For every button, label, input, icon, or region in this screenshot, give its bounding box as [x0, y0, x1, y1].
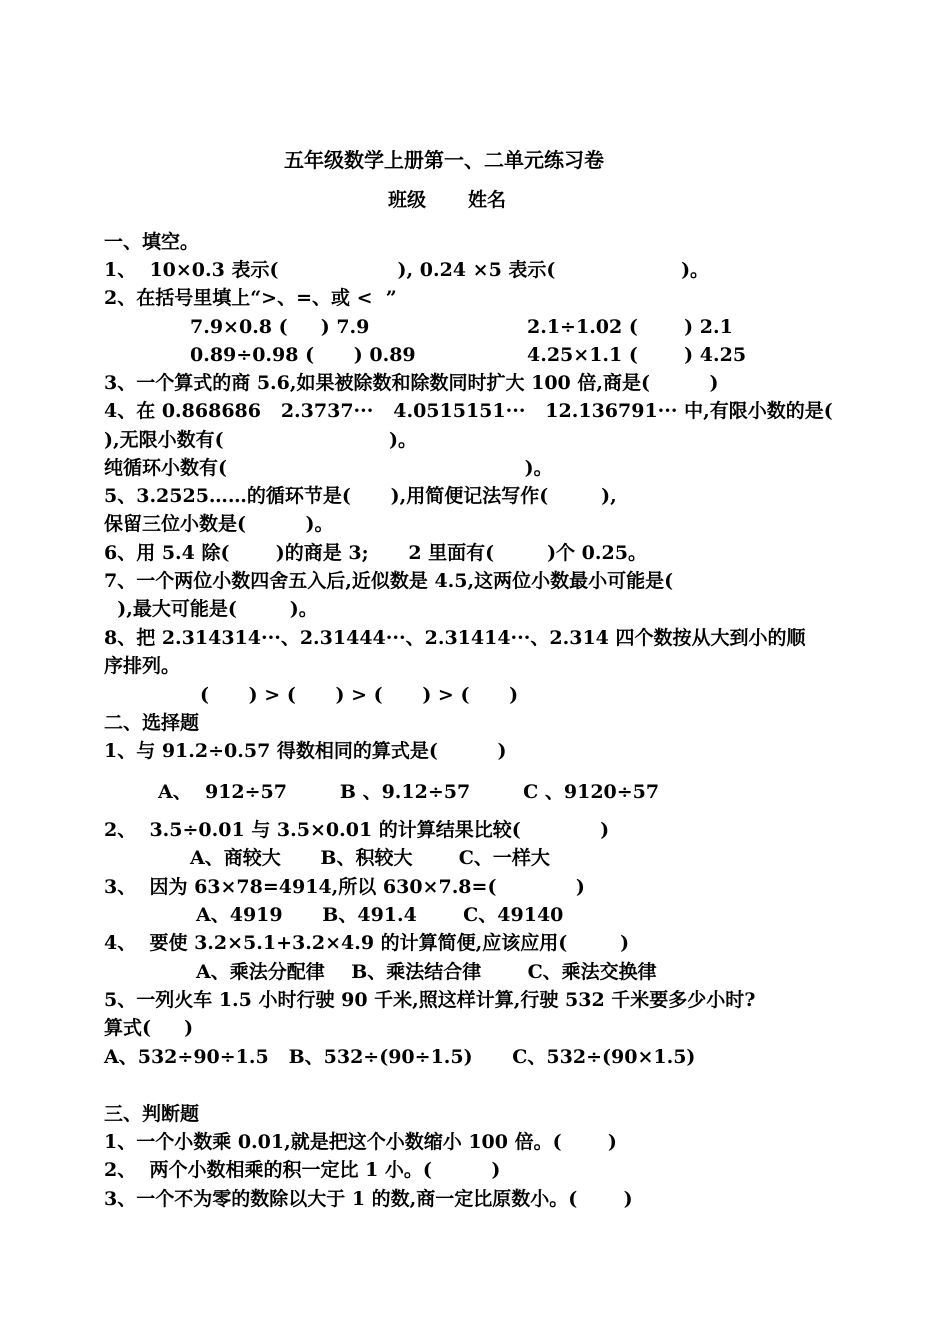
- fill-q1: 1、 10×0.3 表示( ), 0.24 ×5 表示( )。: [104, 259, 710, 281]
- judge-q3: 3、一个不为零的数除以大于 1 的数,商一定比原数小。( ): [104, 1188, 633, 1210]
- fill-q8-blanks: ( ) > ( ) > ( ) > ( ): [200, 684, 519, 706]
- choice-q3: 3、 因为 63×78=4914,所以 630×7.8=( ): [104, 876, 585, 898]
- fill-q4-line2: ),无限小数有( )。: [104, 429, 417, 451]
- choice-q5-formula: 算式( ): [104, 1017, 194, 1039]
- judge-q2: 2、 两个小数相乘的积一定比 1 小。( ): [104, 1159, 501, 1181]
- choice-q5-options: A、532÷90÷1.5 B、532÷(90÷1.5) C、532÷(90×1.5): [104, 1046, 696, 1068]
- choice-q2: 2、 3.5÷0.01 与 3.5×0.01 的计算结果比较( ): [104, 819, 610, 841]
- fill-q2-item-c: 0.89÷0.98 ( ) 0.89: [190, 344, 416, 366]
- fill-q4-line1: 4、在 0.868686 2.3737··· 4.0515151··· 12.136791··· 中,有限小数的是(: [104, 400, 833, 422]
- fill-q2-item-d: 4.25×1.1 ( ) 4.25: [527, 344, 747, 366]
- fill-q2: 2、在括号里填上“>、=、或 < ”: [104, 287, 397, 309]
- section3-heading: 三、判断题: [104, 1103, 200, 1125]
- fill-q3: 3、一个算式的商 5.6,如果被除数和除数同时扩大 100 倍,商是( ): [104, 372, 719, 394]
- fill-q2-item-b: 2.1÷1.02 ( ) 2.1: [527, 316, 733, 338]
- choice-q2-options: A、商较大 B、积较大 C、一样大: [190, 847, 550, 869]
- choice-q4-options: A、乘法分配律 B、乘法结合律 C、乘法交换律: [196, 961, 657, 983]
- choice-q3-options: A、4919 B、491.4 C、49140: [196, 904, 564, 926]
- fill-q7-line1: 7、一个两位小数四舍五入后,近似数是 4.5,这两位小数最小可能是(: [104, 570, 674, 592]
- section2-heading: 二、选择题: [104, 712, 200, 734]
- fill-q8-line2: 序排列。: [104, 655, 181, 677]
- fill-q4-line3: 纯循环小数有( )。: [104, 457, 553, 479]
- fill-q5-line1: 5、3.2525……的循环节是( ),用简便记法写作( ),: [104, 485, 617, 507]
- fill-q2-item-a: 7.9×0.8 ( ) 7.9: [190, 316, 370, 338]
- choice-q1: 1、与 91.2÷0.57 得数相同的算式是( ): [104, 740, 507, 762]
- choice-q1-options: A、 912÷57 B 、9.12÷57 C 、9120÷57: [158, 781, 660, 803]
- choice-q4: 4、 要使 3.2×5.1+3.2×4.9 的计算简便,应该应用( ): [104, 932, 630, 954]
- choice-q5: 5、一列火车 1.5 小时行驶 90 千米,照这样计算,行驶 532 千米要多少小时?: [104, 989, 756, 1011]
- class-label: 班级: [388, 189, 427, 211]
- fill-q5-line2: 保留三位小数是( )。: [104, 513, 334, 535]
- judge-q1: 1、一个小数乘 0.01,就是把这个小数缩小 100 倍。( ): [104, 1131, 617, 1153]
- fill-q8-line1: 8、把 2.314314···、2.31444···、2.31414···、2.314 四个数按从大到小的顺: [104, 627, 806, 649]
- fill-q6: 6、用 5.4 除( )的商是 3; 2 里面有( )个 0.25。: [104, 542, 647, 564]
- page-title: 五年级数学上册第一、二单元练习卷: [284, 148, 604, 172]
- fill-q7-line2: ),最大可能是( )。: [104, 598, 318, 620]
- name-label: 姓名: [468, 189, 507, 211]
- section1-heading: 一、填空。: [104, 231, 200, 253]
